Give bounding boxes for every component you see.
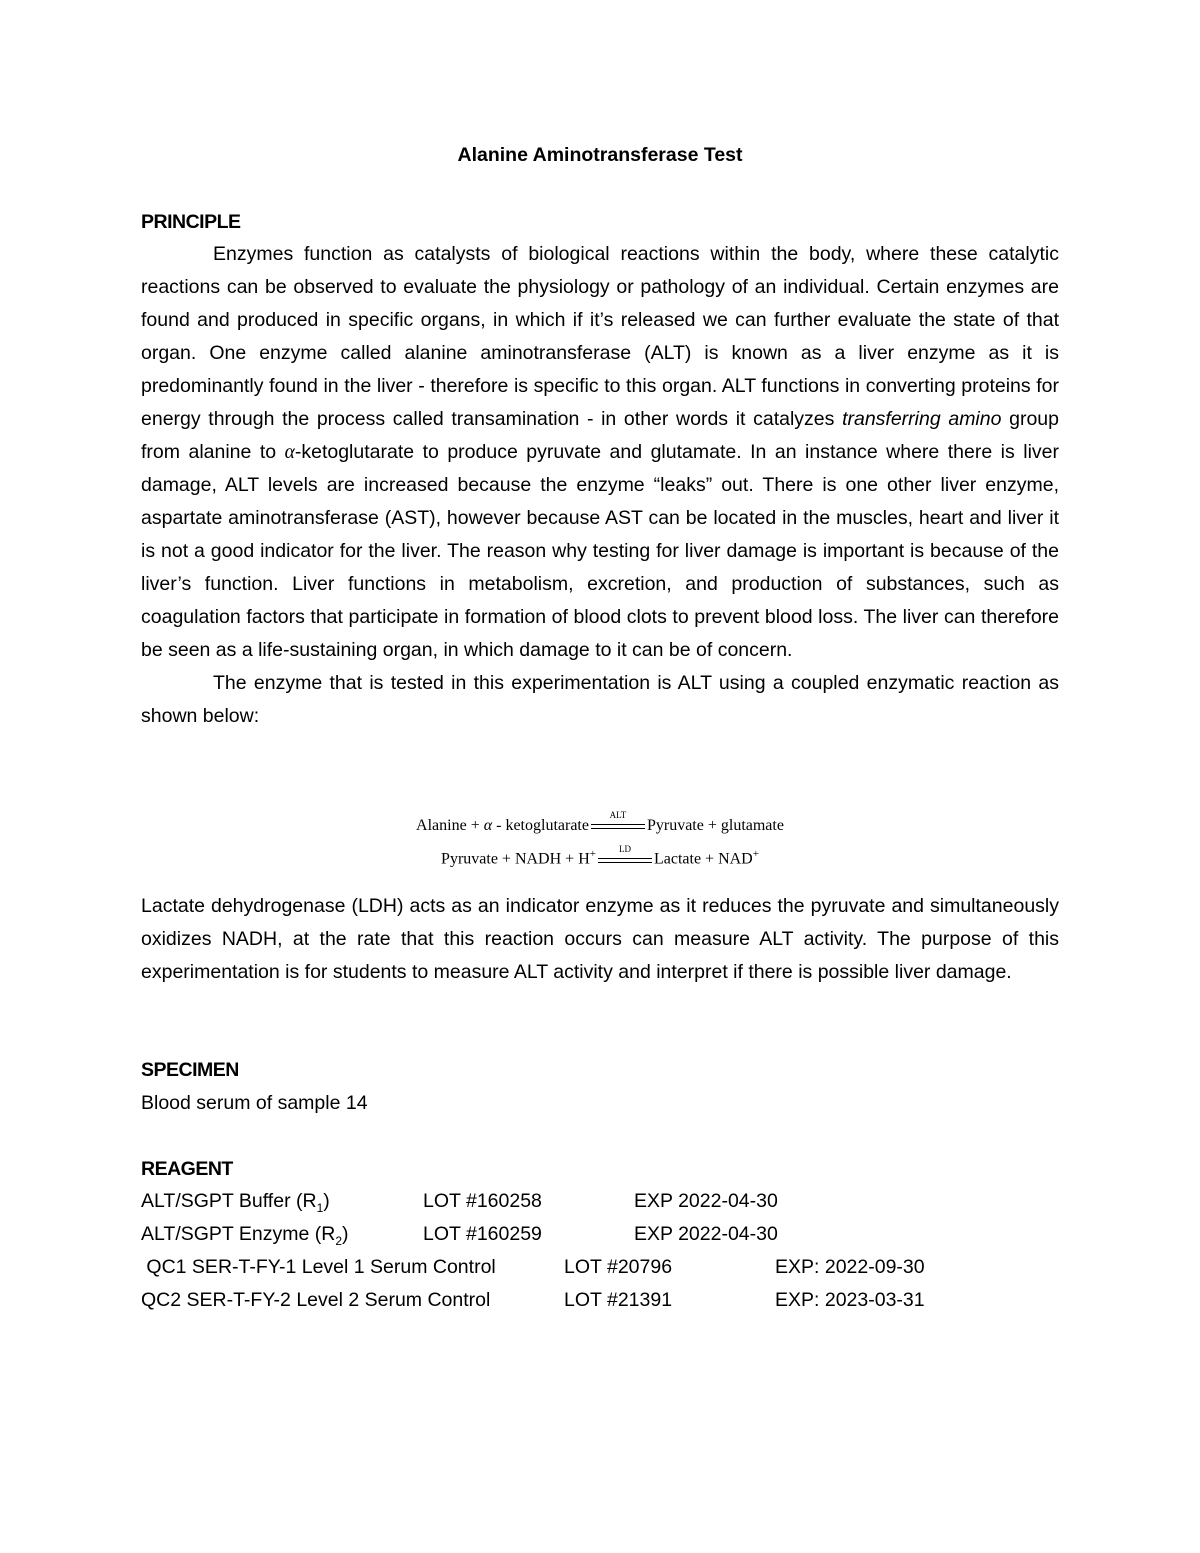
reagent-heading: REAGENT: [141, 1158, 233, 1180]
specimen-heading: SPECIMEN: [141, 1059, 239, 1081]
reaction-equation-1: [0, 810, 1200, 835]
equation-text: Lactate + NAD: [653, 850, 753, 868]
reaction-equation-2: [0, 843, 1200, 868]
equation-text: - ketoglutarate: [492, 817, 589, 834]
equilibrium-arrow-icon: [598, 843, 652, 866]
reagent-lot: LOT #160258: [423, 1190, 542, 1212]
reagent-name: [141, 1223, 349, 1248]
reagent-name-text: ): [342, 1223, 349, 1245]
reagent-subscript: 2: [335, 1233, 343, 1248]
reagent-name-text: ALT/SGPT Enzyme (R: [141, 1223, 336, 1245]
alpha-symbol: α: [284, 442, 295, 463]
principle-paragraph-2: The enzyme that is tested in this experimentation is ALT using a coupled enzymatic reaction as shown below:: [141, 672, 1059, 727]
arrow-enzyme-label: LD: [618, 843, 631, 854]
alpha-symbol: α: [483, 817, 493, 834]
reagent-lot: LOT #21391: [564, 1289, 673, 1311]
reagent-lot: LOT #160259: [423, 1223, 542, 1245]
specimen-text: Blood serum of sample 14: [141, 1092, 368, 1114]
principle-paragraph-3: Lactate dehydrogenase (LDH) acts as an indicator enzyme as it reduces the pyruvate and simultaneously oxidizes NADH, at the rate that this reaction occurs can measure ALT activity. The purpose of this experimentation is for students to measure ALT activity and interpret if there is possible liver damage.: [141, 895, 1059, 983]
reagent-name: QC1 SER-T-FY-1 Level 1 Serum Control: [141, 1256, 496, 1278]
reagent-exp: EXP 2022-04-30: [634, 1190, 778, 1212]
paragraph-italic-text: transferring amino: [842, 408, 1002, 430]
arrow-enzyme-label: ALT: [609, 810, 627, 821]
reagent-lot: LOT #20796: [564, 1256, 673, 1278]
equation-superscript: +: [752, 848, 759, 860]
equation-superscript: +: [589, 848, 596, 860]
reagent-subscript: 1: [316, 1200, 324, 1215]
equation-text: Alanine +: [416, 817, 484, 834]
principle-paragraph-1: [141, 238, 1059, 667]
reagent-exp: EXP: 2022-09-30: [775, 1256, 925, 1278]
paragraph-text: Enzymes function as catalysts of biological reactions within the body, where these catalytic reactions can be observed to evaluate the physiology or pathology of an individual. Certain enzymes are found and produced in specific organs, in which if it’s released we can further evaluate the state of that organ. One enzyme called alanine aminotransferase (ALT) is known as a liver enzyme as it is predominantly found in the liver - therefore is specific to this organ. ALT functions in converting proteins for energy through the process called transamination - in other words it catalyzes: [141, 243, 1059, 430]
reagent-exp: EXP 2022-04-30: [634, 1223, 778, 1245]
principle-body: [141, 238, 1059, 733]
paragraph-text: group from alanine to: [141, 408, 1060, 463]
principle-body-continued: [141, 890, 1059, 989]
equilibrium-arrow-icon: [591, 810, 645, 832]
reagent-name: [141, 1190, 330, 1215]
document-title: Alanine Aminotransferase Test: [457, 144, 743, 166]
reagent-name: QC2 SER-T-FY-2 Level 2 Serum Control: [141, 1289, 491, 1311]
reagent-name-text: ): [323, 1190, 330, 1212]
equation-text: Pyruvate + glutamate: [646, 817, 784, 834]
equation-text: Pyruvate + NADH + H: [441, 850, 590, 868]
principle-heading: PRINCIPLE: [141, 211, 241, 233]
reagent-name-text: ALT/SGPT Buffer (R: [141, 1190, 317, 1212]
paragraph-text: -ketoglutarate to produce pyruvate and glutamate. In an instance where there is liver damage, ALT levels are increased because the enzyme “leaks” out. There is one other liver enzyme, aspartate aminotransferase (AST), however because AST can be located in the muscles, heart and liver it is not a good indicator for the liver. The reason why testing for liver damage is important is because of the liver’s function. Liver functions in metabolism, excretion, and production of substances, such as coagulation factors that participate in formation of blood clots to prevent blood loss. The liver can therefore be seen as a life-sustaining organ, in which damage to it can be of concern.: [141, 441, 1059, 661]
reagent-exp: EXP: 2023-03-31: [775, 1289, 925, 1311]
